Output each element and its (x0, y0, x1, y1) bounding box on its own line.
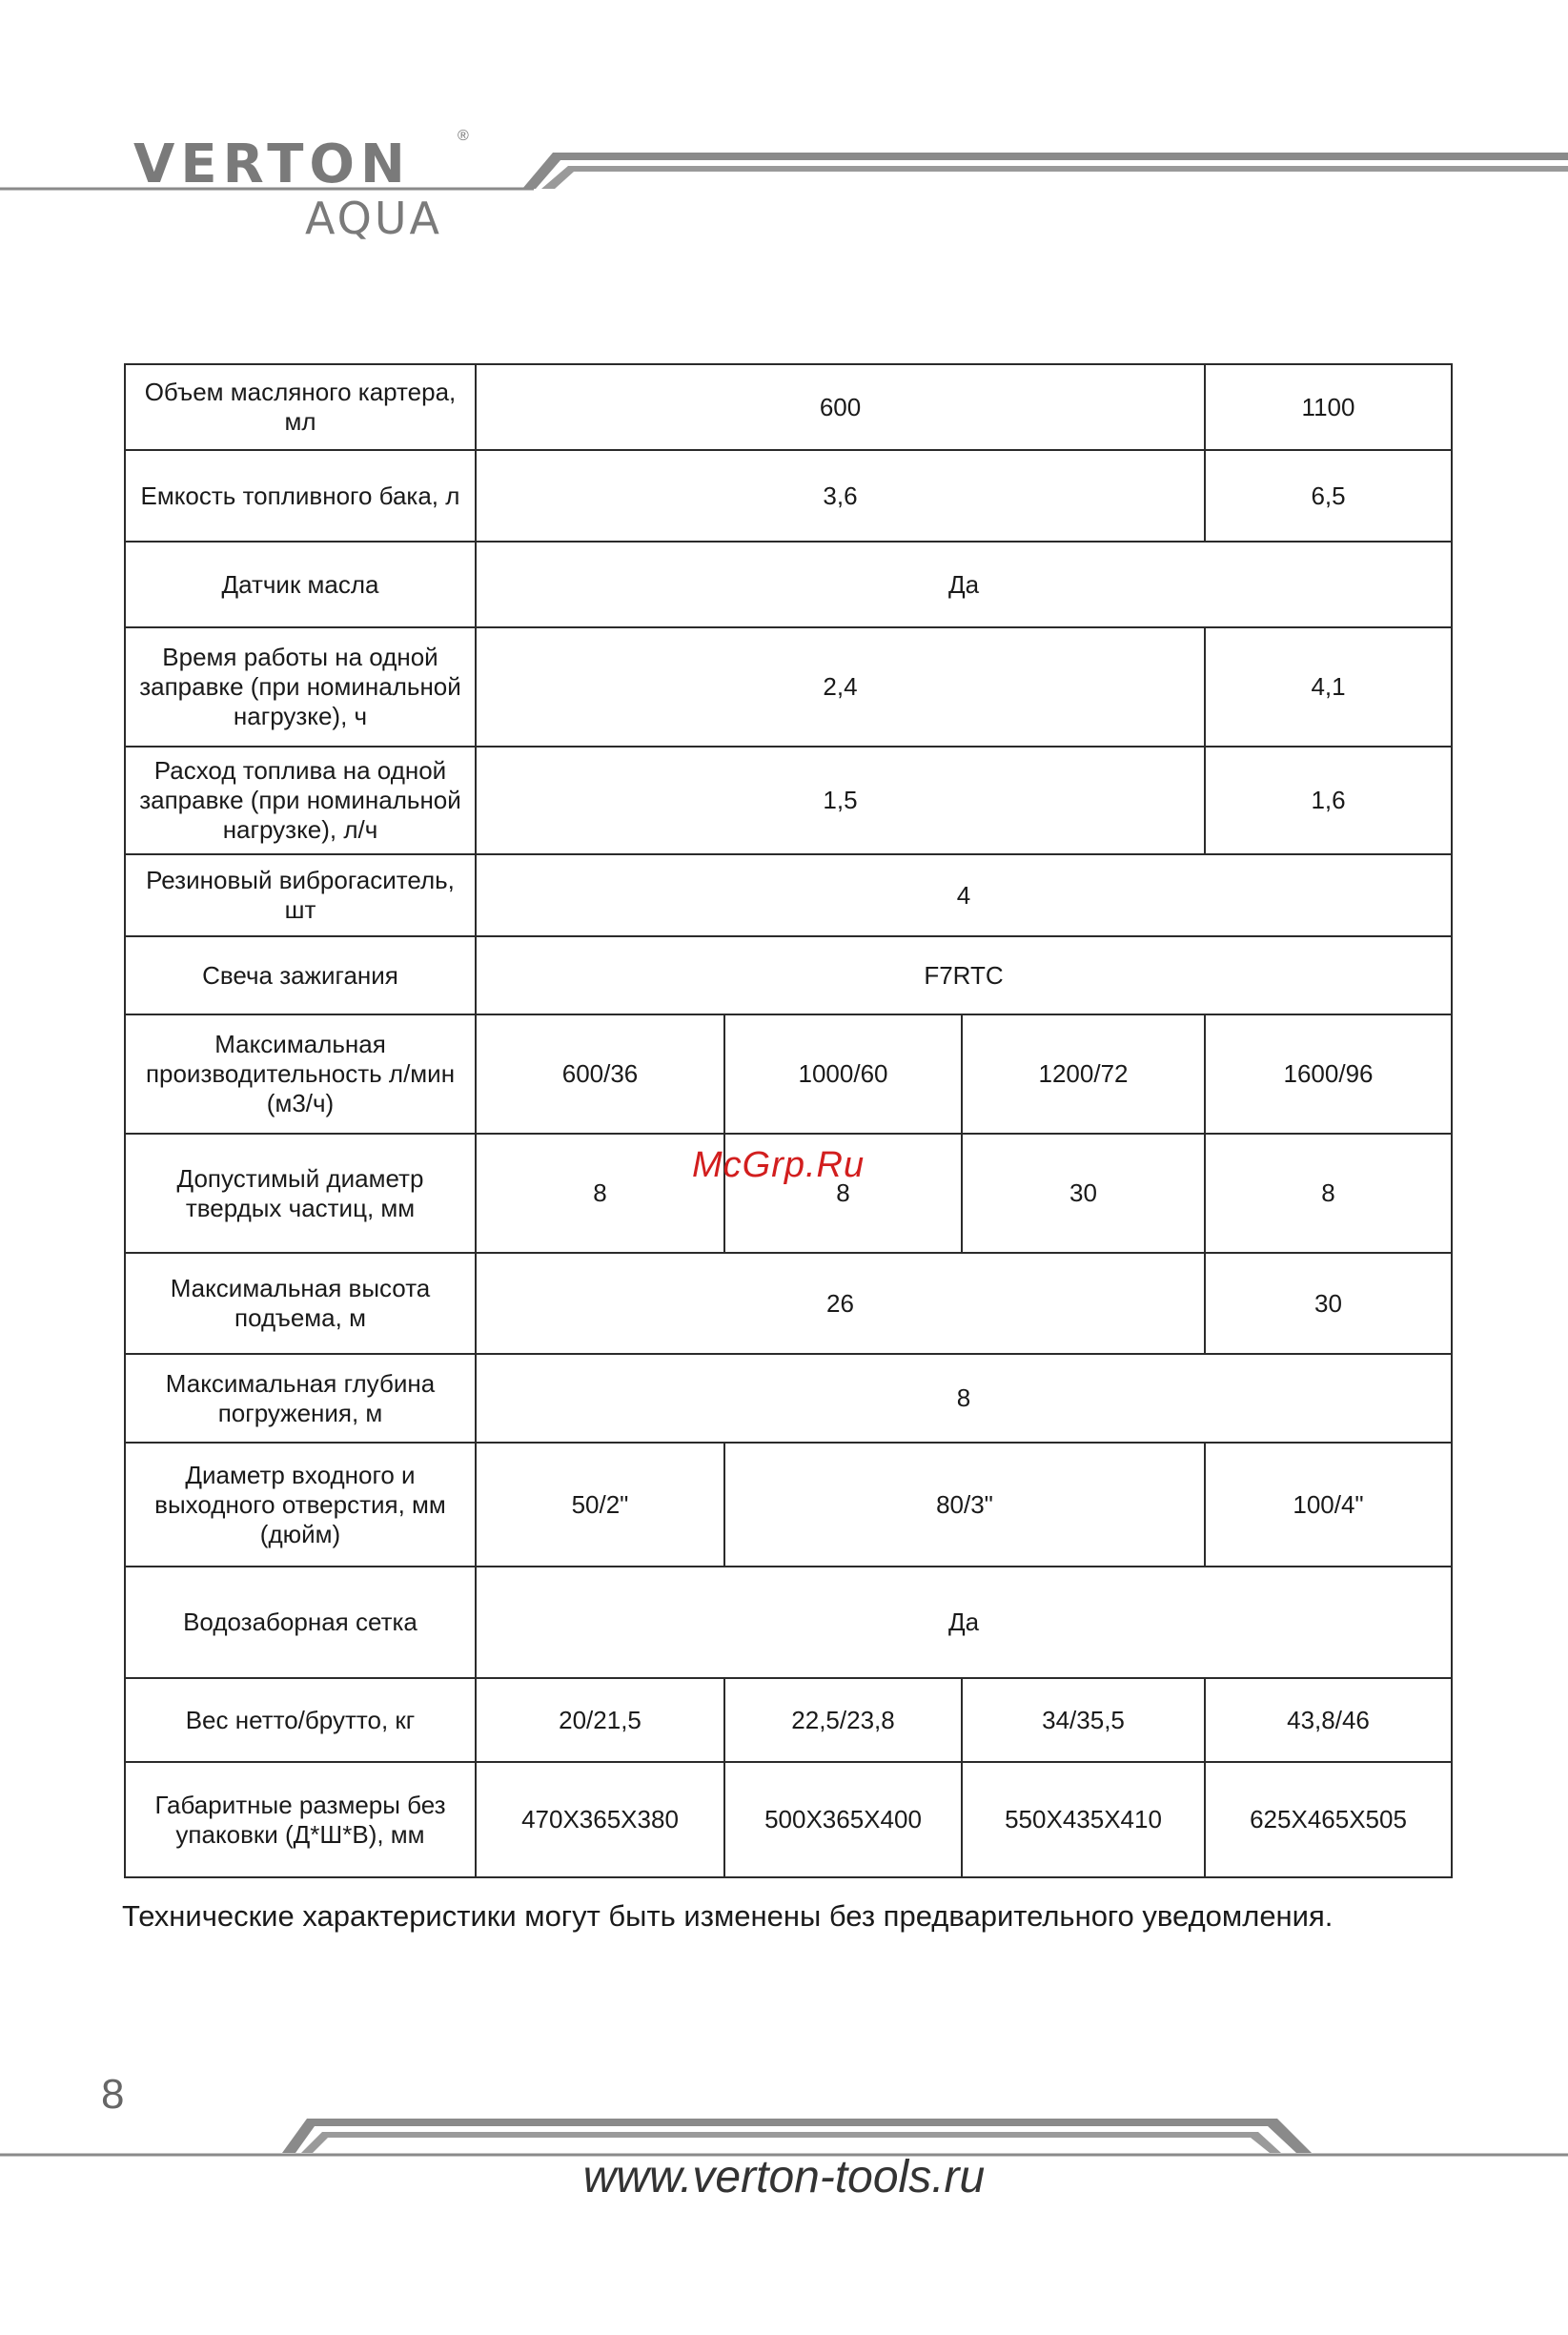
table-cell: 8 (1205, 1134, 1452, 1253)
table-cell: 600/36 (476, 1014, 724, 1134)
table-cell: 80/3" (724, 1443, 1205, 1567)
row-label: Емкость топливного бака, л (125, 450, 476, 542)
table-row (125, 1354, 1452, 1443)
table-cell: 1600/96 (1205, 1014, 1452, 1134)
table-cell: 43,8/46 (1205, 1678, 1452, 1762)
table-row (125, 854, 1452, 936)
table-row (125, 364, 1452, 450)
table-cell: 1000/60 (724, 1014, 962, 1134)
table-row (125, 936, 1452, 1014)
header-decoration (0, 143, 1568, 200)
table-cell: 22,5/23,8 (724, 1678, 962, 1762)
table-cell: 34/35,5 (962, 1678, 1205, 1762)
table-cell: 8 (476, 1354, 1452, 1443)
registered-mark: ® (458, 128, 469, 144)
table-cell: Да (476, 542, 1452, 627)
table-cell: 20/21,5 (476, 1678, 724, 1762)
disclaimer-note: Технические характеристики могут быть изменены без предварительного уведомления. (122, 1899, 1334, 1933)
table-cell: 6,5 (1205, 450, 1452, 542)
row-label: Вес нетто/брутто, кг (125, 1678, 476, 1762)
table-cell: 30 (962, 1134, 1205, 1253)
row-label: Максимальная глубина погружения, м (125, 1354, 476, 1443)
table-row (125, 1014, 1452, 1134)
table-cell: 2,4 (476, 627, 1205, 747)
row-label: Свеча зажигания (125, 936, 476, 1014)
table-cell: 470X365X380 (476, 1762, 724, 1877)
page-number: 8 (101, 2071, 125, 2118)
table-cell: 1100 (1205, 364, 1452, 450)
table-cell: Да (476, 1567, 1452, 1678)
row-label: Время работы на одной заправке (при номинальной нагрузке), ч (125, 627, 476, 747)
table-cell: 1,6 (1205, 747, 1452, 854)
table-row (125, 1678, 1452, 1762)
table-cell: F7RTC (476, 936, 1452, 1014)
table-cell: 26 (476, 1253, 1205, 1354)
table-row (125, 1443, 1452, 1567)
specs-table-body (125, 364, 1452, 1877)
row-label: Водозаборная сетка (125, 1567, 476, 1678)
row-label: Максимальная производительность л/мин (м3/ч) (125, 1014, 476, 1134)
table-cell: 4,1 (1205, 627, 1452, 747)
table-cell: 1200/72 (962, 1014, 1205, 1134)
table-cell: 625X465X505 (1205, 1762, 1452, 1877)
row-label: Резиновый виброгаситель, шт (125, 854, 476, 936)
website-link[interactable]: www.verton-tools.ru (582, 2152, 986, 2202)
row-label: Максимальная высота подъема, м (125, 1253, 476, 1354)
table-row (125, 627, 1452, 747)
table-cell: 4 (476, 854, 1452, 936)
watermark: McGrp.Ru (692, 1145, 865, 1185)
row-label: Диаметр входного и выходного отверстия, мм (дюйм) (125, 1443, 476, 1567)
table-cell: 550X435X410 (962, 1762, 1205, 1877)
brand-name: VERTON (133, 133, 411, 195)
table-row (125, 1567, 1452, 1678)
table-row (125, 1253, 1452, 1354)
row-label: Датчик масла (125, 542, 476, 627)
row-label: Расход топлива на одной заправке (при номинальной нагрузке), л/ч (125, 747, 476, 854)
table-cell: 3,6 (476, 450, 1205, 542)
table-row (125, 450, 1452, 542)
table-cell: 30 (1205, 1253, 1452, 1354)
table-cell: 500X365X400 (724, 1762, 962, 1877)
brand-sub: AQUA (305, 193, 443, 244)
table-cell: 1,5 (476, 747, 1205, 854)
table-cell: 8 (476, 1134, 724, 1253)
table-row (125, 542, 1452, 627)
table-cell: 8 (724, 1134, 962, 1253)
row-label: Габаритные размеры без упаковки (Д*Ш*В), мм (125, 1762, 476, 1877)
row-label: Допустимый диаметр твердых частиц, мм (125, 1134, 476, 1253)
table-cell: 100/4" (1205, 1443, 1452, 1567)
table-cell: 50/2" (476, 1443, 724, 1567)
row-label: Объем масляного картера, мл (125, 364, 476, 450)
table-row (125, 747, 1452, 854)
table-cell: 600 (476, 364, 1205, 450)
specs-table (124, 363, 1453, 1878)
table-row (125, 1762, 1452, 1877)
